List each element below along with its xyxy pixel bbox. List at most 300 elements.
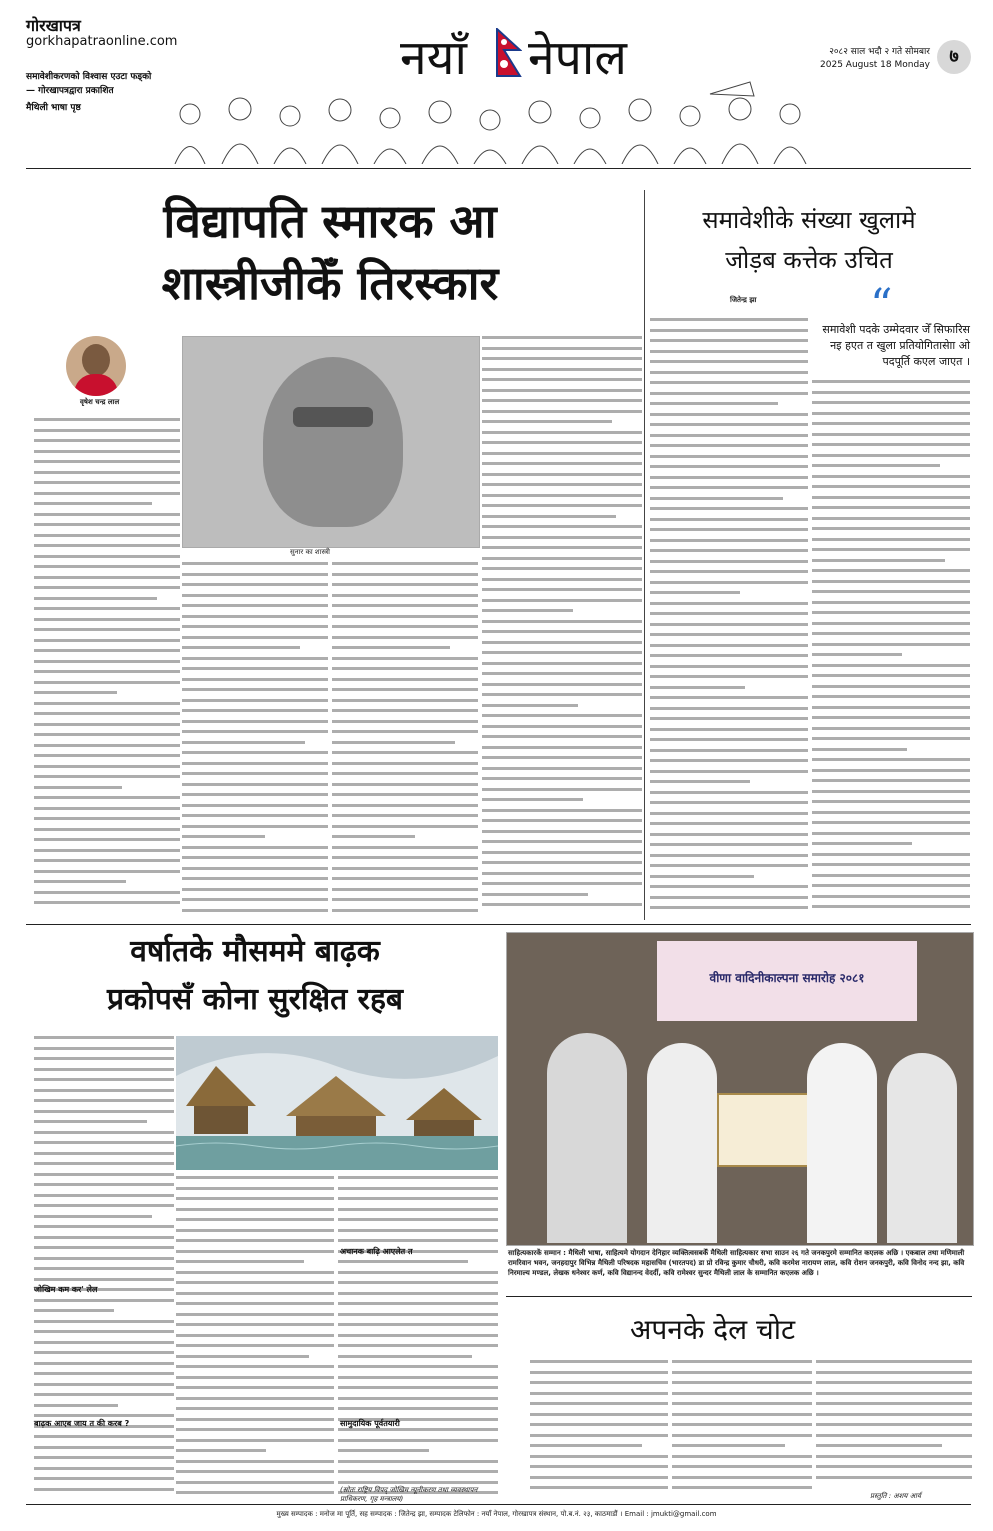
article4-title: अपनके देल चोट [630,1313,796,1346]
body-text-line [182,741,305,744]
body-text-line [34,1456,174,1459]
body-text-line [482,599,642,602]
body-text-line [182,720,328,723]
brand-url[interactable]: gorkhapatraonline.com [26,34,178,49]
body-text-line [530,1444,642,1447]
body-text-line [34,1036,174,1039]
body-text-line [34,607,180,610]
body-text-line [34,817,180,820]
body-text-line [650,329,808,332]
body-text-line [650,675,808,678]
body-text-line [812,832,970,835]
body-text-line [182,772,328,775]
body-text-line [332,657,478,660]
body-text-line [34,1257,174,1260]
body-text-line [672,1392,812,1395]
body-text-line [338,1292,498,1295]
body-text-line [338,1229,498,1232]
body-text-line [812,790,970,793]
article1-column-1 [34,418,180,920]
body-text-line [176,1229,334,1232]
body-text-line [182,678,328,681]
body-text-line [338,1449,429,1452]
body-text-line [530,1402,668,1405]
body-text-line [338,1397,498,1400]
body-text-line [338,1323,498,1326]
body-text-line [650,518,808,521]
body-text-line [482,368,642,371]
body-text-line [812,695,970,698]
body-text-line [34,544,180,547]
article1-title-line1: विद्यापति स्मारक आ [163,194,497,248]
body-text-line [34,828,180,831]
body-text-line [176,1250,334,1253]
body-text-line [34,418,180,421]
body-text-line [182,856,328,859]
body-text-line [672,1444,785,1447]
body-text-line [34,880,126,883]
body-text-line [34,849,180,852]
body-text-line [650,749,808,752]
body-text-line [182,877,328,880]
body-text-line [812,464,940,467]
body-text-line [650,780,750,783]
body-text-line [182,604,328,607]
header-subtitle: समावेशीकरणको विश्वास एउटा फड्को — गोरखापत्रद्वारा प्रकाशित [26,72,152,96]
body-text-line [672,1413,812,1416]
body-text-line [34,1467,174,1470]
body-text-line [650,392,808,395]
body-text-line [34,1183,174,1186]
body-text-line [650,581,808,584]
body-text-line [482,714,642,717]
body-text-line [332,877,478,880]
body-text-line [650,885,808,888]
body-text-line [816,1434,972,1437]
body-text-line [34,1152,174,1155]
masthead-right: नेपाल [528,30,627,86]
body-text-line [34,628,180,631]
body-text-line [812,895,970,898]
body-text-line [34,492,180,495]
body-text-line [338,1344,498,1347]
body-text-line [34,1309,114,1312]
body-text-line [34,586,180,589]
body-text-line [34,1057,174,1060]
body-text-line [482,641,642,644]
quote-icon: “ [870,280,893,331]
body-text-line [332,846,478,849]
body-text-line [650,413,808,416]
body-text-line [650,822,808,825]
body-text-line [812,622,970,625]
body-text-line [650,854,808,857]
body-text-line [672,1360,812,1363]
body-text-line [34,1120,147,1123]
body-text-line [34,859,180,862]
body-text-line [482,504,642,507]
body-text-line [650,633,808,636]
body-text-line [34,1383,174,1386]
body-text-line [650,455,808,458]
body-text-line [182,594,328,597]
body-text-line [34,639,180,642]
body-text-line [650,507,808,510]
body-text-line [34,1372,174,1375]
body-text-line [482,693,642,696]
body-text-line [816,1423,972,1426]
body-text-line [34,450,180,453]
body-text-line [482,452,642,455]
body-text-line [812,506,970,509]
article3-title [20,928,490,1024]
body-text-line [650,318,808,321]
body-text-line [812,443,970,446]
body-text-line [650,350,808,353]
article2-title [650,200,968,280]
body-text-line [338,1218,498,1221]
body-text-line [816,1371,972,1374]
body-text-line [182,709,328,712]
body-text-line [672,1381,812,1384]
body-text-line [34,765,180,768]
article1-column-4 [482,336,642,920]
body-text-line [672,1486,812,1489]
body-text-line [176,1355,309,1358]
body-text-line [812,769,970,772]
body-text-line [34,597,157,600]
body-text-line [338,1386,498,1389]
body-text-line [812,433,970,436]
body-text-line [530,1413,668,1416]
body-text-line [650,339,808,342]
body-text-line [182,793,328,796]
body-text-line [482,357,642,360]
body-text-line [34,1267,174,1270]
body-text-line [332,867,478,870]
body-text-line [338,1281,498,1284]
body-text-line [176,1491,334,1494]
body-text-line [176,1323,334,1326]
body-text-line [332,730,478,733]
author1-avatar [66,336,126,396]
lower-rule [506,1296,972,1297]
body-text-line [338,1481,498,1484]
body-text-line [332,573,478,576]
body-text-line [34,723,180,726]
body-text-line [650,381,808,384]
body-text-line [482,798,583,801]
body-text-line [34,1141,174,1144]
body-text-line [176,1218,334,1221]
body-text-line [530,1360,668,1363]
body-text-line [332,804,478,807]
body-text-line [482,777,642,780]
body-text-line [482,462,642,465]
body-text-line [812,601,970,604]
body-text-line [650,465,808,468]
article4-column-2 [672,1360,812,1504]
body-text-line [482,651,642,654]
body-text-line [176,1208,334,1211]
body-text-line [338,1365,498,1368]
body-text-line [672,1402,812,1405]
article1-title-line2: शास्त्रीजीकेँ तिरस्कार [161,256,499,310]
body-text-line [672,1371,812,1374]
body-text-line [482,683,642,686]
body-text-line [332,699,478,702]
body-text-line [650,717,808,720]
body-text-line [34,712,180,715]
body-text-line [182,667,328,670]
body-text-line [482,662,642,665]
body-text-line [182,762,328,765]
body-text-line [34,681,180,684]
article2-pullquote: समावेशी पदके उम्मेदवार जेँ सिफारिस नइ हएत त खुला प्रतियोगितासेाा ओ पदपूर्ति कएल जाएत । [822,323,970,368]
body-text-line [176,1397,334,1400]
body-text-line [34,1204,174,1207]
body-text-line [182,846,328,849]
body-text-line [34,523,180,526]
masthead-left: नयाँ [400,30,467,86]
body-text-line [482,819,642,822]
body-text-line [176,1481,334,1484]
header-rule [26,168,971,169]
article2-title-line1: समावेशीके संख्या खुलामे [702,206,916,234]
body-text-line [482,483,642,486]
body-text-line [34,1341,174,1344]
body-text-line [332,856,478,859]
body-text-line [650,560,808,563]
body-text-line [812,653,902,656]
body-text-line [34,439,180,442]
body-text-line [176,1271,334,1274]
article3-subhead-community: सामुदायिक पूर्वतयारी [340,1419,400,1428]
body-text-line [176,1407,334,1410]
body-text-line [34,1299,174,1302]
body-text-line [176,1449,266,1452]
body-text-line [482,735,642,738]
flood-illustration [176,1036,498,1170]
body-text-line [332,741,455,744]
footer-rule [26,1504,971,1505]
body-text-line [812,664,970,667]
body-text-line [482,609,573,612]
body-text-line [176,1439,334,1442]
crowd-illustration [150,74,850,164]
body-text-line [672,1455,812,1458]
body-text-line [812,800,970,803]
body-text-line [34,429,180,432]
body-text-line [650,602,808,605]
body-text-line [816,1465,972,1468]
body-text-line [176,1365,334,1368]
body-text-line [482,420,612,423]
body-text-line [182,814,328,817]
body-text-line [816,1455,972,1458]
body-text-line [812,569,970,572]
body-text-line [338,1176,498,1179]
body-text-line [182,573,328,576]
body-text-line [812,380,970,383]
body-text-line [182,699,328,702]
article1-author: वृषेश चन्द्र लाल [80,398,120,406]
article2-column-1 [650,318,808,920]
body-text-line [482,851,642,854]
body-text-line [482,347,642,350]
body-text-line [34,502,152,505]
body-text-line [812,716,970,719]
body-text-line [650,539,808,542]
body-text-line [34,786,122,789]
body-text-line [650,833,808,836]
body-text-line [34,660,180,663]
body-text-line [812,643,970,646]
article1-column-2 [182,562,328,920]
body-text-line [482,756,642,759]
body-text-line [332,709,478,712]
body-text-line [530,1423,668,1426]
body-text-line [482,378,642,381]
body-text-line [482,872,642,875]
body-text-line [34,471,180,474]
body-text-line [332,562,478,565]
body-text-line [812,632,970,635]
body-text-line [482,861,642,864]
body-text-line [182,751,328,754]
body-text-line [482,473,642,476]
body-text-line [34,534,180,537]
body-text-line [816,1413,972,1416]
body-text-line [34,1173,174,1176]
article3-title-line1: वर्षातके मौसममे बाढ़क [130,934,380,969]
body-text-line [338,1197,498,1200]
body-text-line [650,654,808,657]
body-text-line [812,674,970,677]
date-nepali: २०८२ साल भदौ २ गते सोमबार [829,47,930,57]
page-label: मैथिली भाषा पृष्ठ [26,103,81,113]
body-text-line [182,898,328,901]
body-text-line [812,863,970,866]
body-text-line [176,1260,304,1263]
body-text-line [812,475,970,478]
body-text-line [332,751,478,754]
body-text-line [34,1194,174,1197]
body-text-line [34,1068,174,1071]
body-text-line [338,1439,498,1442]
body-text-line [182,867,328,870]
body-text-line [338,1271,498,1274]
body-text-line [812,391,970,394]
body-text-line [176,1386,334,1389]
body-text-line [650,728,808,731]
body-text-line [332,594,478,597]
article1-title [110,190,550,314]
body-text-line [182,909,328,912]
body-text-line [34,618,180,621]
body-text-line [812,821,970,824]
body-text-line [812,559,945,562]
body-text-line [338,1313,498,1316]
body-text-line [182,804,328,807]
body-text-line [672,1434,812,1437]
body-text-line [34,1047,174,1050]
body-text-line [34,1225,174,1228]
body-text-line [34,1089,174,1092]
body-text-line [672,1465,812,1468]
article3-title-line2: प्रकोपसँ कोना सुरक्षित रहब [106,982,404,1017]
body-text-line [812,811,970,814]
body-text-line [482,389,642,392]
body-text-line [34,702,180,705]
body-text-line [650,906,808,909]
article2-title-line2: जोड़ब कत्तेक उचित [725,246,893,274]
body-text-line [332,825,478,828]
body-text-line [34,1131,174,1134]
body-text-line [338,1208,498,1211]
body-text-line [482,882,642,885]
body-text-line [34,1477,174,1480]
mid-rule [26,924,971,925]
body-text-line [482,672,642,675]
body-text-line [530,1434,668,1437]
body-text-line [332,720,478,723]
body-text-line [34,796,180,799]
footer-credits: मुख्य सम्पादक : मनोज मा पूर्ति, सह सम्पादक : जितेन्द्र झा, सम्पादक टेलिफोन : नयाँ नेपाल, गोरखापत्र संस्थान, पो.ब.नं. २३, काठमाडौं । Email : jmukti@gmail.com [276,1510,717,1518]
body-text-line [176,1292,334,1295]
body-text-line [34,870,180,873]
body-text-line [34,775,180,778]
page-number: ७ [937,40,971,74]
body-text-line [482,536,642,539]
body-text-line [816,1381,972,1384]
body-text-line [34,1414,174,1417]
body-text-line [34,1404,118,1407]
body-text-line [482,725,642,728]
body-text-line [34,691,117,694]
body-text-line [650,696,808,699]
body-text-line [34,1351,174,1354]
body-text-line [482,567,642,570]
body-text-line [816,1476,972,1479]
body-text-line [650,759,808,762]
body-text-line [812,454,970,457]
body-text-line [182,835,265,838]
body-text-line [482,588,642,591]
body-text-line [332,772,478,775]
body-text-line [650,570,808,573]
body-text-line [812,580,970,583]
body-text-line [650,444,808,447]
body-text-line [812,401,970,404]
body-text-line [338,1302,498,1305]
body-text-line [816,1392,972,1395]
body-text-line [812,884,970,887]
body-text-line [812,685,970,688]
body-text-line [530,1465,668,1468]
body-text-line [482,399,642,402]
body-text-line [34,1278,174,1281]
body-text-line [812,496,970,499]
body-text-line [650,864,808,867]
body-text-line [650,549,808,552]
body-text-line [482,746,642,749]
body-text-line [332,688,478,691]
body-text-line [816,1402,972,1405]
body-text-line [34,744,180,747]
body-text-line [650,528,808,531]
body-text-line [332,667,478,670]
